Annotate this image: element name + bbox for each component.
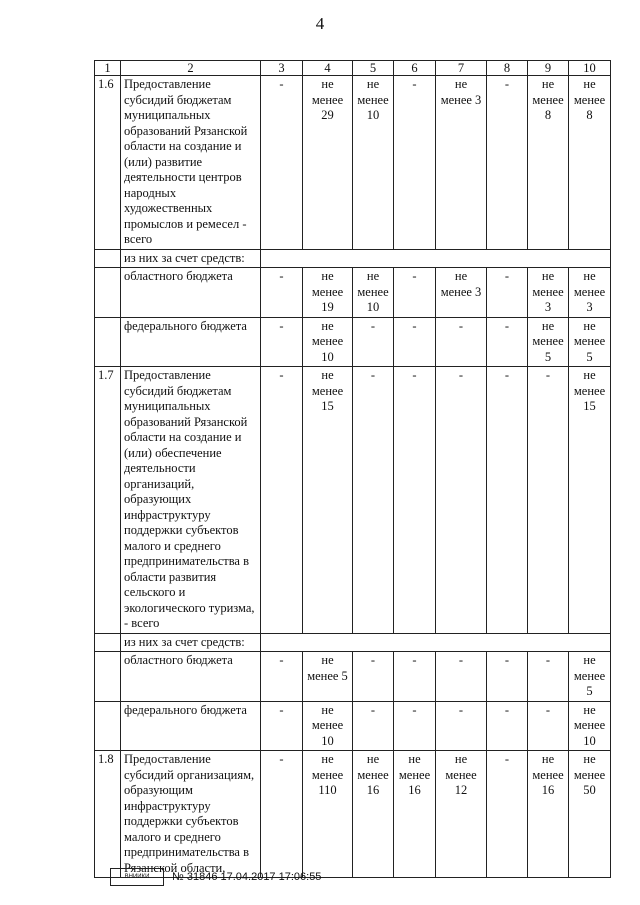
value-cell: не менее 5 — [569, 317, 611, 367]
value-cell: - — [436, 701, 487, 751]
table-row — [95, 751, 611, 878]
value-cell: - — [261, 701, 303, 751]
value-cell: - — [436, 367, 487, 634]
value-cell: - — [261, 268, 303, 318]
value-cell: - — [261, 751, 303, 878]
table-row — [95, 249, 611, 268]
value-cell: - — [528, 652, 569, 702]
row-description: федерального бюджета — [121, 701, 261, 751]
row-number: 1.8 — [95, 751, 121, 878]
value-cell: - — [261, 76, 303, 250]
value-cell: не менее 8 — [528, 76, 569, 250]
value-cell: не менее 3 — [528, 268, 569, 318]
data-table — [94, 60, 611, 878]
header-row — [95, 61, 611, 76]
header-cell: 3 — [261, 61, 303, 76]
row-description: из них за счет средств: — [121, 249, 261, 268]
value-cell: не менее 110 — [303, 751, 353, 878]
value-cell: - — [353, 317, 394, 367]
row-description: Предоставление субсидий бюджетам муниципальных образований Рязанской области на создание и (или) обеспечение деятельности организаций, образующих инфраструктуру поддержки субъектов малого и среднего предпринимательства в области развития сельского и экологического туризма, - всего — [121, 367, 261, 634]
value-cell: - — [261, 367, 303, 634]
value-cell: не менее 5 — [528, 317, 569, 367]
value-cell: не менее 10 — [353, 76, 394, 250]
row-number — [95, 701, 121, 751]
row-description: федерального бюджета — [121, 317, 261, 367]
row-description: областного бюджета — [121, 652, 261, 702]
row-description: из них за счет средств: — [121, 633, 261, 652]
header-cell: 6 — [394, 61, 436, 76]
value-cell: не менее 10 — [569, 701, 611, 751]
value-cell: не менее 3 — [569, 268, 611, 318]
value-cell: - — [528, 367, 569, 634]
row-number: 1.6 — [95, 76, 121, 250]
value-cell: не менее 16 — [394, 751, 436, 878]
table-row — [95, 268, 611, 318]
value-cell: не менее 5 — [303, 652, 353, 702]
row-number: 1.7 — [95, 367, 121, 634]
table-row — [95, 701, 611, 751]
row-number — [95, 268, 121, 318]
row-number — [95, 633, 121, 652]
value-cell: - — [487, 367, 528, 634]
header-cell: 1 — [95, 61, 121, 76]
header-cell: 5 — [353, 61, 394, 76]
document-mark: № 31846 17.04.2017 17:06:55 — [172, 871, 322, 883]
row-number — [95, 652, 121, 702]
value-cell: не менее 16 — [353, 751, 394, 878]
header-cell: 7 — [436, 61, 487, 76]
page-number: 4 — [315, 14, 325, 33]
value-cell: не менее 3 — [436, 76, 487, 250]
empty-cell — [261, 633, 611, 652]
header-cell: 2 — [121, 61, 261, 76]
value-cell: - — [487, 701, 528, 751]
value-cell: - — [436, 652, 487, 702]
table-row — [95, 317, 611, 367]
value-cell: - — [394, 367, 436, 634]
value-cell: - — [487, 751, 528, 878]
value-cell: не менее 12 — [436, 751, 487, 878]
table-row — [95, 633, 611, 652]
value-cell: не менее 15 — [569, 367, 611, 634]
value-cell: не менее 29 — [303, 76, 353, 250]
value-cell: не менее 10 — [303, 317, 353, 367]
value-cell: - — [353, 652, 394, 702]
value-cell: - — [394, 701, 436, 751]
value-cell: не менее 8 — [569, 76, 611, 250]
value-cell: - — [487, 317, 528, 367]
header-cell: 10 — [569, 61, 611, 76]
value-cell: не менее 19 — [303, 268, 353, 318]
empty-cell — [261, 249, 611, 268]
value-cell: - — [394, 268, 436, 318]
value-cell: - — [528, 701, 569, 751]
value-cell: не менее 5 — [569, 652, 611, 702]
row-description: Предоставление субсидий организациям, образующим инфраструктуру поддержки субъектов малого и среднего предпринимательства в Рязанской области, — [121, 751, 261, 878]
value-cell: - — [436, 317, 487, 367]
row-number — [95, 317, 121, 367]
value-cell: - — [353, 367, 394, 634]
value-cell: - — [487, 268, 528, 318]
value-cell: не менее 3 — [436, 268, 487, 318]
header-cell: 8 — [487, 61, 528, 76]
value-cell: - — [353, 701, 394, 751]
value-cell: - — [394, 652, 436, 702]
header-cell: 4 — [303, 61, 353, 76]
header-cell: 9 — [528, 61, 569, 76]
value-cell: не менее 50 — [569, 751, 611, 878]
value-cell: - — [487, 76, 528, 250]
table-row — [95, 367, 611, 634]
value-cell: - — [394, 317, 436, 367]
value-cell: не менее 15 — [303, 367, 353, 634]
value-cell: не менее 10 — [353, 268, 394, 318]
table-row — [95, 652, 611, 702]
value-cell: - — [487, 652, 528, 702]
stamp-logo: ВНИИКИ — [110, 868, 164, 886]
value-cell: - — [261, 317, 303, 367]
row-description: областного бюджета — [121, 268, 261, 318]
value-cell: - — [394, 76, 436, 250]
value-cell: не менее 16 — [528, 751, 569, 878]
table-row — [95, 76, 611, 250]
row-description: Предоставление субсидий бюджетам муниципальных образований Рязанской области на создание и (или) развитие деятельности центров народных художественных промыслов и ремесел - всего — [121, 76, 261, 250]
footer-stamp — [110, 868, 321, 886]
value-cell: не менее 10 — [303, 701, 353, 751]
row-number — [95, 249, 121, 268]
value-cell: - — [261, 652, 303, 702]
